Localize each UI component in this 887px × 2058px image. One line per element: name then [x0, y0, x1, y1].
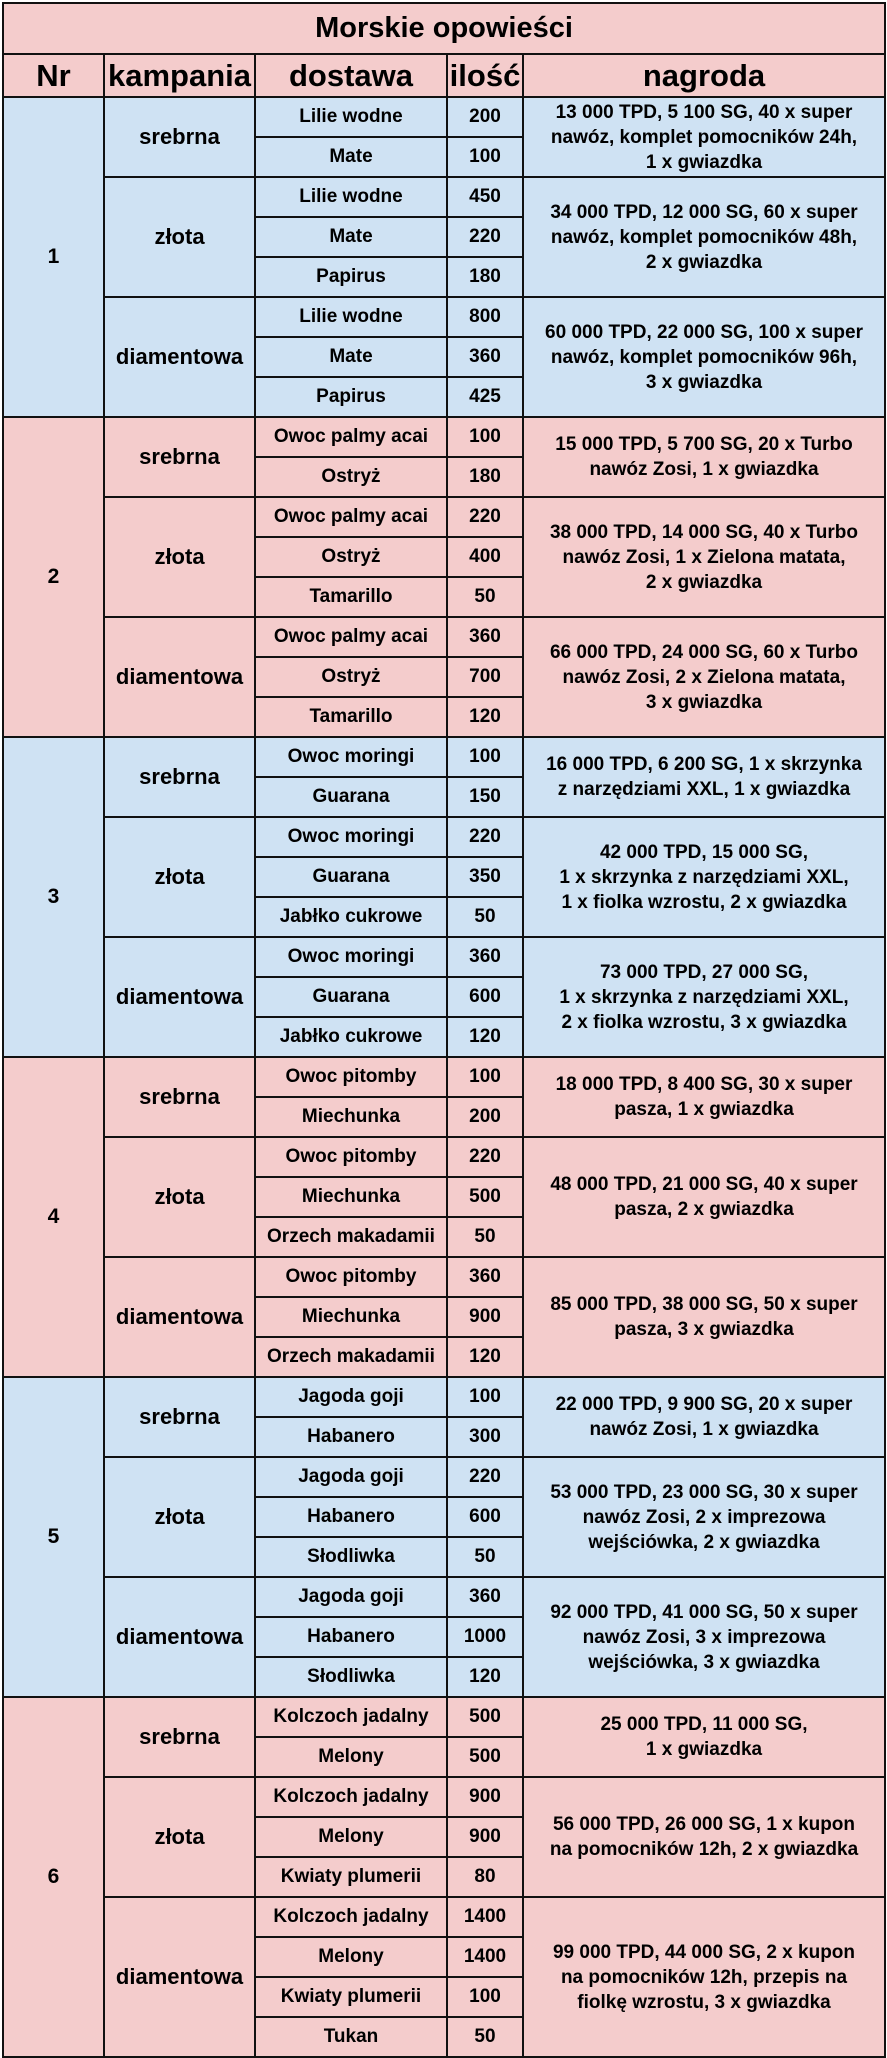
reward-cell [523, 1697, 885, 1777]
delivery-quantity: 50 [447, 577, 523, 617]
reward-line: 99 000 TPD, 44 000 SG, 2 x kupon [552, 1941, 856, 1963]
delivery-quantity: 200 [447, 97, 523, 137]
campaign-name: srebrna [104, 1697, 255, 1777]
delivery-quantity: 200 [447, 1097, 523, 1137]
table-row [3, 1897, 885, 1937]
reward-line: 92 000 TPD, 41 000 SG, 50 x super [550, 1601, 858, 1623]
reward-line: 2 x gwiazdka [645, 571, 763, 593]
delivery-item: Owoc pitomby [255, 1057, 447, 1097]
reward-cell [523, 97, 885, 177]
reward-line: nawóz, komplet pomocników 96h, [550, 346, 858, 368]
delivery-quantity: 360 [447, 617, 523, 657]
delivery-quantity: 120 [447, 1337, 523, 1377]
delivery-item: Habanero [255, 1417, 447, 1457]
delivery-quantity: 180 [447, 457, 523, 497]
delivery-quantity: 500 [447, 1177, 523, 1217]
reward-cell [523, 937, 885, 1057]
reward-cell [523, 1897, 885, 2057]
reward-line: fiolkę wzrostu, 3 x gwiazdka [577, 1991, 831, 2013]
reward-cell [523, 1137, 885, 1257]
delivery-item: Miechunka [255, 1177, 447, 1217]
delivery-item: Lilie wodne [255, 177, 447, 217]
delivery-quantity: 1400 [447, 1937, 523, 1977]
reward-line: z narzędziami XXL, 1 x gwiazdka [557, 779, 851, 800]
table-row [3, 497, 885, 537]
delivery-item: Mate [255, 337, 447, 377]
table-row [3, 1777, 885, 1817]
delivery-item: Ostryż [255, 457, 447, 497]
delivery-item: Habanero [255, 1497, 447, 1537]
reward-line: 3 x gwiazdka [645, 371, 763, 393]
reward-line: 16 000 TPD, 6 200 SG, 1 x skrzynka [546, 754, 862, 775]
delivery-quantity: 180 [447, 257, 523, 297]
delivery-quantity: 500 [447, 1737, 523, 1777]
delivery-quantity: 80 [447, 1857, 523, 1897]
table-row [3, 1257, 885, 1297]
campaign-name: srebrna [104, 417, 255, 497]
delivery-item: Miechunka [255, 1097, 447, 1137]
reward-cell [523, 737, 885, 817]
reward-cell [523, 177, 885, 297]
campaign-name: złota [104, 497, 255, 617]
rewards-table [2, 2, 886, 2058]
delivery-quantity: 300 [447, 1417, 523, 1457]
delivery-quantity: 120 [447, 697, 523, 737]
header-kampania: kampania [104, 54, 255, 97]
delivery-quantity: 100 [447, 417, 523, 457]
reward-line: 56 000 TPD, 26 000 SG, 1 x kupon [552, 1814, 856, 1835]
delivery-item: Mate [255, 137, 447, 177]
reward-cell [523, 1577, 885, 1697]
delivery-quantity: 400 [447, 537, 523, 577]
reward-line: 1 x gwiazdka [645, 151, 763, 173]
delivery-item: Kolczoch jadalny [255, 1697, 447, 1737]
table-row [3, 97, 885, 137]
delivery-quantity: 100 [447, 1977, 523, 2017]
reward-line: nawóz, komplet pomocników 24h, [550, 126, 858, 148]
reward-line: 48 000 TPD, 21 000 SG, 40 x super [550, 1174, 858, 1195]
delivery-quantity: 120 [447, 1657, 523, 1697]
table-row [3, 417, 885, 457]
delivery-quantity: 425 [447, 377, 523, 417]
delivery-item: Lilie wodne [255, 97, 447, 137]
reward-line: 38 000 TPD, 14 000 SG, 40 x Turbo [549, 521, 859, 543]
group-number: 5 [3, 1377, 104, 1697]
reward-line: 15 000 TPD, 5 700 SG, 20 x Turbo [555, 434, 853, 455]
delivery-item: Owoc moringi [255, 937, 447, 977]
delivery-item: Owoc palmy acai [255, 417, 447, 457]
reward-cell [523, 617, 885, 737]
delivery-quantity: 100 [447, 1377, 523, 1417]
delivery-item: Habanero [255, 1617, 447, 1657]
delivery-item: Jagoda goji [255, 1377, 447, 1417]
campaign-name: diamentowa [104, 1897, 255, 2057]
reward-line: 53 000 TPD, 23 000 SG, 30 x super [550, 1481, 858, 1503]
reward-line: 60 000 TPD, 22 000 SG, 100 x super [545, 321, 863, 343]
reward-line: nawóz Zosi, 3 x imprezowa [582, 1626, 826, 1648]
reward-line: pasza, 1 x gwiazdka [614, 1099, 794, 1120]
delivery-item: Ostryż [255, 657, 447, 697]
reward-line: 13 000 TPD, 5 100 SG, 40 x super [555, 101, 853, 123]
delivery-quantity: 600 [447, 1497, 523, 1537]
campaign-name: diamentowa [104, 1577, 255, 1697]
delivery-item: Owoc pitomby [255, 1137, 447, 1177]
delivery-quantity: 600 [447, 977, 523, 1017]
reward-cell [523, 1377, 885, 1457]
delivery-item: Melony [255, 1737, 447, 1777]
delivery-item: Melony [255, 1937, 447, 1977]
delivery-item: Orzech makadamii [255, 1337, 447, 1377]
delivery-quantity: 360 [447, 1577, 523, 1617]
delivery-item: Owoc pitomby [255, 1257, 447, 1297]
reward-cell [523, 417, 885, 497]
table-row [3, 1577, 885, 1617]
table-row [3, 617, 885, 657]
campaign-name: złota [104, 817, 255, 937]
campaign-name: złota [104, 177, 255, 297]
table-row [3, 177, 885, 217]
delivery-item: Owoc moringi [255, 817, 447, 857]
group-number: 6 [3, 1697, 104, 2057]
delivery-item: Kolczoch jadalny [255, 1777, 447, 1817]
table-body [3, 97, 885, 2057]
campaign-name: złota [104, 1137, 255, 1257]
reward-line: nawóz Zosi, 2 x Zielona matata, [562, 666, 846, 688]
delivery-quantity: 150 [447, 777, 523, 817]
delivery-item: Melony [255, 1817, 447, 1857]
table-row [3, 1137, 885, 1177]
reward-line: 1 x gwiazdka [645, 1739, 763, 1760]
reward-line: na pomocników 12h, 2 x gwiazdka [549, 1839, 859, 1860]
delivery-item: Tamarillo [255, 697, 447, 737]
reward-line: nawóz Zosi, 1 x gwiazdka [589, 1419, 819, 1440]
campaign-name: srebrna [104, 1057, 255, 1137]
delivery-quantity: 220 [447, 217, 523, 257]
table-row [3, 737, 885, 777]
delivery-quantity: 1000 [447, 1617, 523, 1657]
table-row [3, 297, 885, 337]
reward-line: pasza, 3 x gwiazdka [614, 1319, 794, 1340]
table-row [3, 1057, 885, 1097]
reward-cell [523, 817, 885, 937]
delivery-item: Owoc moringi [255, 737, 447, 777]
delivery-item: Lilie wodne [255, 297, 447, 337]
delivery-item: Miechunka [255, 1297, 447, 1337]
delivery-item: Ostryż [255, 537, 447, 577]
delivery-item: Jagoda goji [255, 1457, 447, 1497]
delivery-item: Jabłko cukrowe [255, 897, 447, 937]
reward-line: 2 x fiolka wzrostu, 3 x gwiazdka [561, 1011, 847, 1033]
reward-line: 1 x skrzynka z narzędziami XXL, [559, 986, 849, 1008]
header-dostawa: dostawa [255, 54, 447, 97]
delivery-item: Kwiaty plumerii [255, 1977, 447, 2017]
delivery-item: Owoc palmy acai [255, 617, 447, 657]
delivery-item: Kwiaty plumerii [255, 1857, 447, 1897]
delivery-item: Guarana [255, 857, 447, 897]
delivery-item: Tukan [255, 2017, 447, 2057]
delivery-item: Mate [255, 217, 447, 257]
delivery-item: Guarana [255, 777, 447, 817]
delivery-item: Tamarillo [255, 577, 447, 617]
delivery-quantity: 1400 [447, 1897, 523, 1937]
reward-line: 18 000 TPD, 8 400 SG, 30 x super [555, 1074, 853, 1095]
delivery-quantity: 100 [447, 1057, 523, 1097]
group-number: 1 [3, 97, 104, 417]
reward-line: 25 000 TPD, 11 000 SG, [600, 1714, 808, 1735]
delivery-item: Orzech makadamii [255, 1217, 447, 1257]
delivery-quantity: 100 [447, 737, 523, 777]
reward-line: 1 x skrzynka z narzędziami XXL, [559, 866, 849, 888]
reward-cell [523, 1777, 885, 1897]
table-row [3, 937, 885, 977]
campaign-name: złota [104, 1777, 255, 1897]
reward-line: wejściówka, 3 x gwiazdka [588, 1651, 820, 1673]
reward-line: 73 000 TPD, 27 000 SG, [599, 961, 809, 983]
delivery-quantity: 50 [447, 2017, 523, 2057]
reward-line: nawóz, komplet pomocników 48h, [550, 226, 858, 248]
reward-cell [523, 1257, 885, 1377]
header-ilosc: ilość [447, 54, 523, 97]
reward-line: wejściówka, 2 x gwiazdka [588, 1531, 820, 1553]
delivery-quantity: 100 [447, 137, 523, 177]
delivery-quantity: 800 [447, 297, 523, 337]
delivery-quantity: 220 [447, 817, 523, 857]
reward-line: 22 000 TPD, 9 900 SG, 20 x super [555, 1394, 853, 1415]
header-nagroda: nagroda [523, 54, 885, 97]
reward-line: 1 x fiolka wzrostu, 2 x gwiazdka [561, 891, 847, 913]
group-number: 2 [3, 417, 104, 737]
campaign-name: srebrna [104, 97, 255, 177]
campaign-name: diamentowa [104, 1257, 255, 1377]
reward-line: 42 000 TPD, 15 000 SG, [599, 841, 809, 863]
delivery-quantity: 450 [447, 177, 523, 217]
table-row [3, 1697, 885, 1737]
delivery-item: Kolczoch jadalny [255, 1897, 447, 1937]
group-number: 3 [3, 737, 104, 1057]
delivery-quantity: 900 [447, 1777, 523, 1817]
delivery-quantity: 700 [447, 657, 523, 697]
reward-line: 3 x gwiazdka [645, 691, 763, 713]
delivery-quantity: 50 [447, 1217, 523, 1257]
table-row [3, 1457, 885, 1497]
delivery-quantity: 900 [447, 1297, 523, 1337]
delivery-quantity: 220 [447, 1137, 523, 1177]
campaign-name: złota [104, 1457, 255, 1577]
delivery-item: Owoc palmy acai [255, 497, 447, 537]
delivery-quantity: 360 [447, 1257, 523, 1297]
delivery-quantity: 120 [447, 1017, 523, 1057]
header-nr: Nr [3, 54, 104, 97]
table-row [3, 817, 885, 857]
delivery-quantity: 900 [447, 1817, 523, 1857]
delivery-item: Papirus [255, 257, 447, 297]
reward-line: 66 000 TPD, 24 000 SG, 60 x Turbo [549, 641, 859, 663]
campaign-name: diamentowa [104, 297, 255, 417]
delivery-item: Słodliwka [255, 1657, 447, 1697]
delivery-item: Jagoda goji [255, 1577, 447, 1617]
delivery-quantity: 360 [447, 337, 523, 377]
delivery-quantity: 360 [447, 937, 523, 977]
reward-line: nawóz Zosi, 1 x Zielona matata, [562, 546, 846, 568]
campaign-name: diamentowa [104, 937, 255, 1057]
reward-line: 2 x gwiazdka [645, 251, 763, 273]
delivery-item: Słodliwka [255, 1537, 447, 1577]
delivery-quantity: 220 [447, 497, 523, 537]
table-title: Morskie opowieści [3, 3, 885, 54]
campaign-name: srebrna [104, 737, 255, 817]
delivery-quantity: 220 [447, 1457, 523, 1497]
reward-line: 85 000 TPD, 38 000 SG, 50 x super [550, 1294, 858, 1315]
reward-cell [523, 1057, 885, 1137]
delivery-quantity: 50 [447, 897, 523, 937]
reward-cell [523, 497, 885, 617]
delivery-quantity: 350 [447, 857, 523, 897]
delivery-item: Jabłko cukrowe [255, 1017, 447, 1057]
campaign-name: diamentowa [104, 617, 255, 737]
reward-line: nawóz Zosi, 2 x imprezowa [582, 1506, 826, 1528]
delivery-quantity: 500 [447, 1697, 523, 1737]
reward-cell [523, 1457, 885, 1577]
group-number: 4 [3, 1057, 104, 1377]
table-row [3, 1377, 885, 1417]
campaign-name: srebrna [104, 1377, 255, 1457]
header-row [3, 54, 885, 97]
reward-line: na pomocników 12h, przepis na [560, 1966, 848, 1988]
delivery-item: Papirus [255, 377, 447, 417]
reward-line: nawóz Zosi, 1 x gwiazdka [589, 459, 819, 480]
delivery-item: Guarana [255, 977, 447, 1017]
reward-cell [523, 297, 885, 417]
reward-line: pasza, 2 x gwiazdka [614, 1199, 794, 1220]
delivery-quantity: 50 [447, 1537, 523, 1577]
reward-line: 34 000 TPD, 12 000 SG, 60 x super [550, 201, 858, 223]
